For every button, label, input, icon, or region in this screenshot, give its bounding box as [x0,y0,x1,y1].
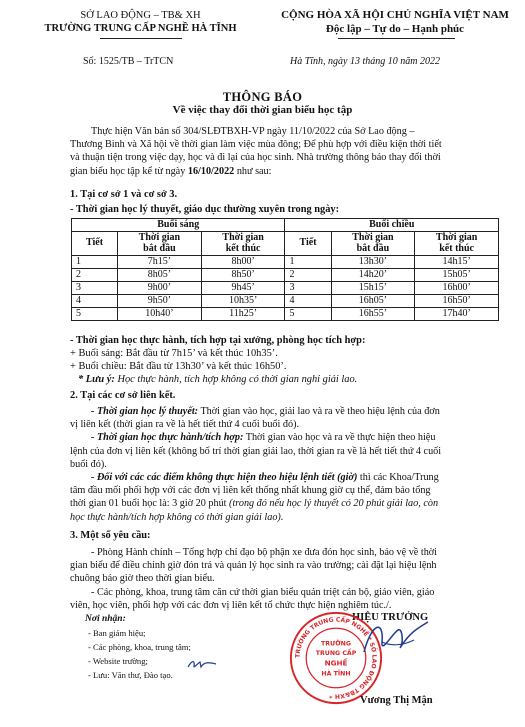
effective-date: 16/10/2022 [187,165,235,177]
paragraph-label: - Đối với các các điểm không thực hiện theo hiệu lệnh tiết (giờ) [91,472,358,484]
afternoon-header: Buổi chiều [285,219,499,232]
section-2-body [70,405,504,524]
reference-number: Số: 1525/TB – TrTCN [83,56,174,67]
morning-practice-line: + Buổi sáng: Bắt đầu từ 7h15’ và kết thúc 10h35’. [70,348,278,359]
section-2-heading: 2. Tại các cơ sở liên kết. [70,390,176,401]
intro-line: Thương Binh và Xã hội về thời gian làm việc mùa đông; Để phù hợp với điều kiện thời tiết [70,139,442,151]
header-text: Thời gian [222,231,264,243]
start-cell: 10h40’ [118,307,202,320]
header-text: Thời gian [435,231,478,243]
header-text: bắt đầu [356,243,390,254]
start-cell: 8h05’ [118,268,202,281]
start-cell: 14h20’ [331,268,415,281]
section-3-heading: 3. Một số yêu cầu: [70,530,151,541]
header-text: kết thúc [225,243,261,254]
end-cell: 10h35’ [201,294,285,307]
intro-text: như sau: [236,165,272,177]
end-cell: 17h40’ [415,307,499,320]
start-cell: 16h05’ [331,294,415,307]
period-cell: 2 [285,268,331,281]
practice-heading: - Thời gian học thực hành, tích hợp tại xưởng, phòng học tích hợp: [70,335,366,346]
end-cell: 16h00’ [415,281,499,294]
intro-paragraph [70,125,504,178]
period-cell: 5 [72,307,118,320]
recipient-item: - Các phòng, khoa, trung tâm; [88,642,191,652]
end-col-header [415,231,499,255]
afternoon-practice-line: + Buổi chiều: Bắt đầu từ 13h30’ và kết thúc 16h50’. [70,361,287,372]
end-cell: 8h00’ [201,255,285,268]
stamp-line: TRUNG CẤP [315,650,357,658]
body-line [70,431,504,444]
section-3-body [70,546,504,612]
period-cell: 3 [72,281,118,294]
header-right-rule [338,38,455,39]
end-cell: 8h50’ [201,268,285,281]
end-cell: 15h05’ [415,268,499,281]
start-cell: 16h55’ [331,307,415,320]
start-col-header [331,231,415,255]
period-cell: 4 [72,294,118,307]
body-text: Thời gian vào học và ra về thực hiện theo hiệu [245,432,436,444]
paragraph-label: - Thời gian học lý thuyết: [91,406,199,417]
end-col-header [201,231,285,255]
period-cell: 1 [285,255,331,268]
body-line: - Các phòng, khoa, trung tâm căn cứ thời gian biểu quản triệt cán bộ, giáo viên, giáo [91,586,435,598]
stamp-ring-text: TRƯỜNG TRUNG CẤP NGHỀ * SỞ LAO ĐỘNG TB&XH * [294,616,378,700]
table-row [72,307,499,320]
morning-header: Buổi sáng [72,219,285,232]
header-left-rule [100,38,182,39]
note-text: Học thực hành, tích hợp không có thời gian nghỉ giải lao. [117,374,358,385]
end-cell: 14h15’ [415,255,499,268]
agency-name: SỞ LAO ĐỘNG – TB& XH [80,10,201,21]
body-line [70,405,504,418]
recipients-label: Nơi nhận: [85,614,126,624]
table-row [72,281,499,294]
start-cell: 7h15’ [118,255,202,268]
note-label: * Lưu ý: [78,374,115,385]
header-text: Thời gian [352,231,394,243]
section-1-heading: 1. Tại cơ sở 1 và cơ sở 3. [70,189,178,200]
start-cell: 9h00’ [118,281,202,294]
table-row [72,268,499,281]
school-name: TRƯỜNG TRUNG CẤP NGHỀ HÀ TĨNH [44,23,237,34]
signer-name: Vương Thị Mận [360,695,433,706]
body-text: thì các Khoa/Trung [359,472,439,484]
table-row [72,255,499,268]
body-text: thời gian 01 buổi học là: 3 giờ 20 phút [70,498,227,510]
start-col-header [118,231,202,255]
paragraph-label: - Thời gian học thực hành/tích hợp: [91,432,244,444]
end-cell: 11h25’ [201,307,285,320]
header-text: Thời gian [138,231,181,243]
body-line: chuông báo giờ theo thời gian biểu. [70,573,215,585]
stamp-line: NGHỀ [324,658,348,668]
body-text: Thời gian vào học, giải lao và ra về theo hiệu lệnh của đơn [200,406,440,417]
period-cell: 1 [72,255,118,268]
country-name: CỘNG HÒA XÃ HỘI CHỦ NGHĨA VIỆT NAM [281,9,509,21]
body-line: học thực hành/tích hợp không có thời gian giải lao). [70,511,284,523]
initials-signature-icon [186,658,218,670]
body-line: vị liên kết (thời gian ra về là hết tiết thứ 4 cuối buổi đó). [70,419,300,431]
stamp-line: HÀ TĨNH [321,670,351,678]
intro-line [70,165,504,178]
start-cell: 15h15’ [331,281,415,294]
start-cell: 13h30’ [331,255,415,268]
document-title: THÔNG BÁO [222,90,303,104]
national-motto: Độc lập – Tự do – Hạnh phúc [325,22,465,35]
theory-heading: - Thời gian học lý thuyết, giáo dục thường xuyên trong ngày: [70,204,340,215]
issuer-block [18,9,263,35]
recipient-item: - Ban giám hiệu; [88,628,146,638]
body-line [70,471,504,484]
period-cell: 2 [72,268,118,281]
period-cell: 5 [285,307,331,320]
issue-date: Hà Tĩnh, ngày 13 tháng 10 năm 2022 [290,56,440,67]
recipient-item: - Website trường; [88,656,148,666]
body-line: - Phòng Hành chính – Tổng hợp chỉ đạo bộ phận xe đưa đón học sinh, bảo vệ về thời [91,547,438,558]
national-block [270,9,520,36]
intro-text: gian biểu học tập kể từ ngày [70,165,186,177]
period-col-header: Tiết [72,231,118,255]
timetable [71,218,499,321]
recipient-item: - Lưu: Văn thư, Đào tạo. [88,670,173,680]
signer-title: HIỆU TRƯỞNG [352,612,429,623]
period-cell: 4 [285,294,331,307]
intro-line: và thuận tiện trong việc dạy, học và đi lại của học sinh. Nhà trường thông báo thay đổi thời [70,152,441,164]
period-col-header: Tiết [285,231,331,255]
body-line: gian biểu để điều chỉnh giờ đón trả và quản lý học sinh ra vào trường; cài đặt lại hiệu lệnh [70,560,437,572]
header-text: bắt đầu [143,243,176,254]
intro-line: Thực hiện Văn bản số 304/SLĐTBXH-VP ngày 11/10/2022 của Sở Lao động – [91,126,415,137]
practice-note [78,373,518,386]
period-cell: 3 [285,281,331,294]
body-line: lệnh của đơn vị liên kết (không bố trí thời gian giải lao, thời gian ra về là hết tiết thứ 4 cuối [70,445,442,457]
body-line: buổi đó). [70,458,107,470]
start-cell: 9h50’ [118,294,202,307]
stamp-line: TRƯỜNG [320,640,352,648]
body-line: viên, học viên, phối hợp với các đơn vị liên kết tổ chức thực hiện nghiêm túc./. [70,599,392,611]
body-line [70,497,504,510]
table-row [72,294,499,307]
header-text: kết thúc [439,243,474,254]
end-cell: 9h45’ [201,281,285,294]
handwritten-signature-icon [352,612,432,672]
body-text: (trong đó nếu học lý thuyết có 20 phút giải lao, còn [229,498,439,510]
document-subtitle: Về việc thay đổi thời gian biểu học tập [172,104,353,116]
body-line: tâm đầu mối phối hợp với các đơn vị liên kết thống nhất khung giờ cụ thể, đảm bảo tổng [70,485,431,497]
end-cell: 16h50’ [415,294,499,307]
